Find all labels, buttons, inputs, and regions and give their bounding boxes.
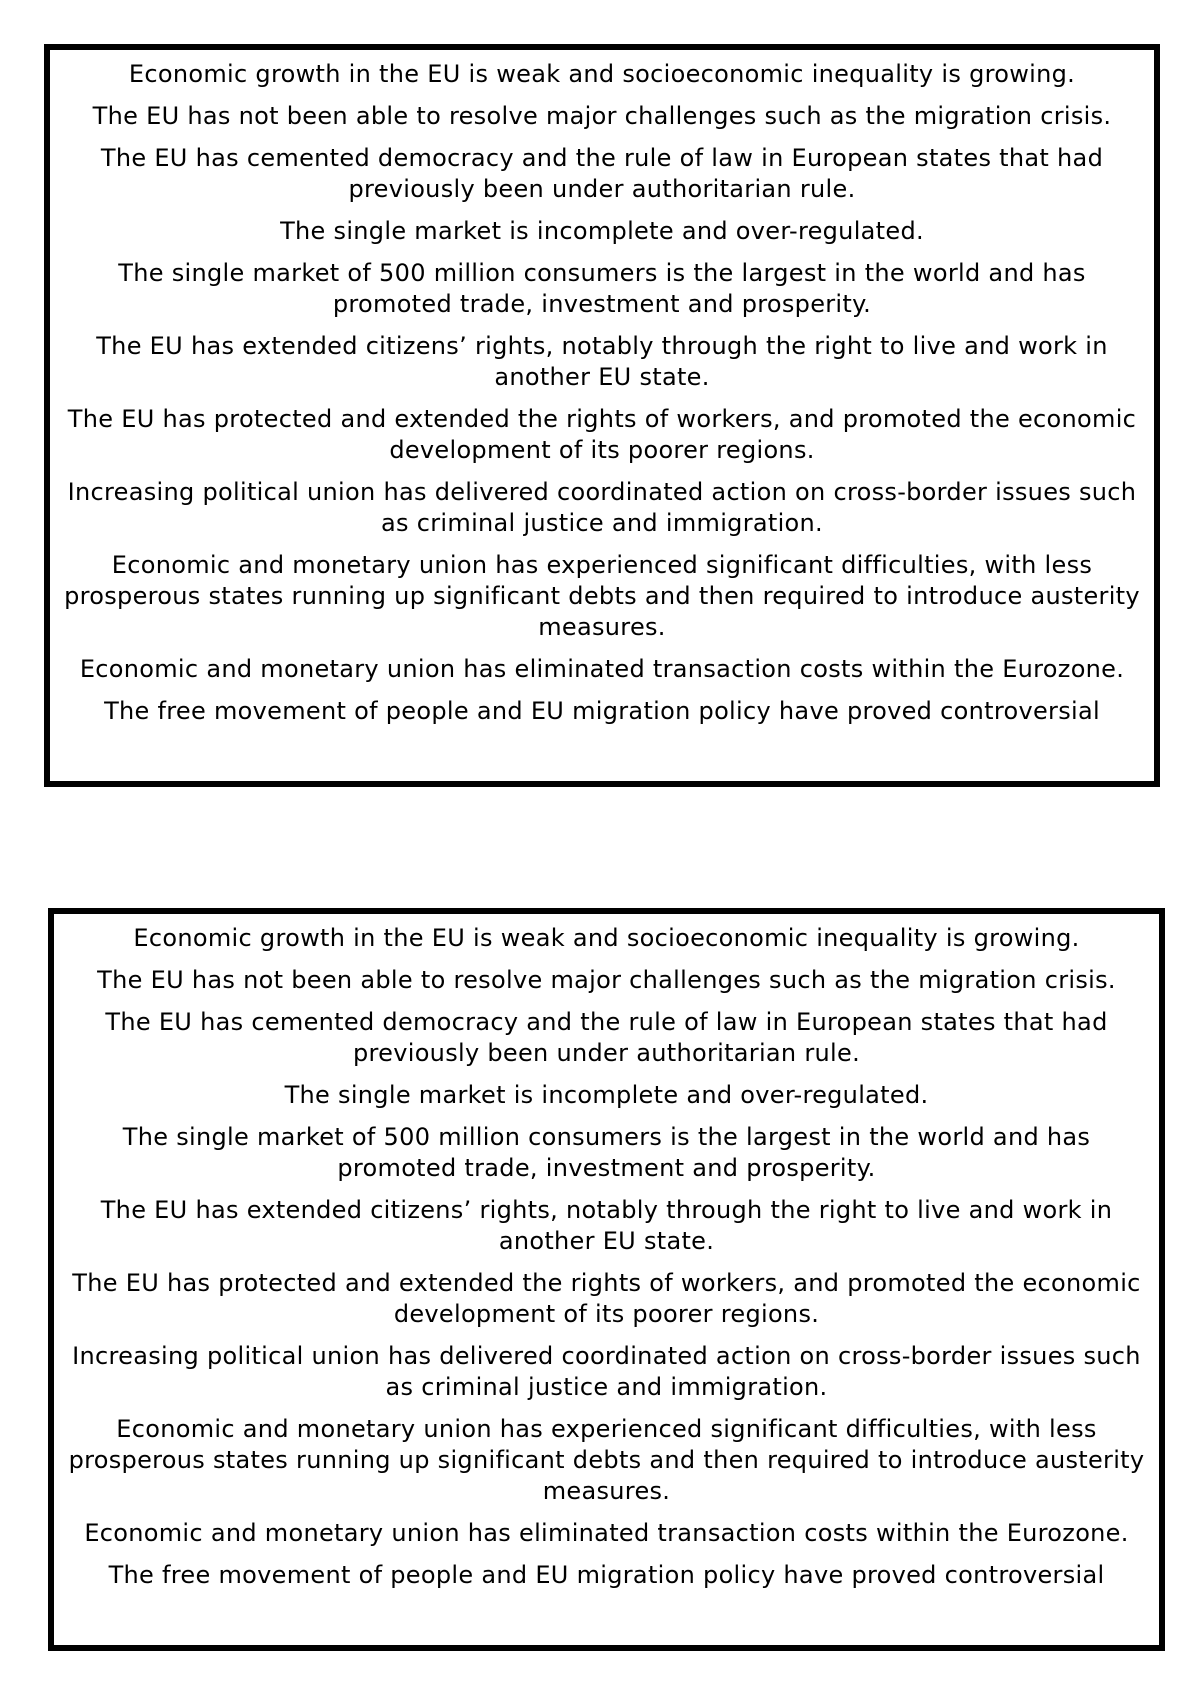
statement-text: Increasing political union has delivered coordinated action on cross-border issues such as criminal justice and immigration. [72, 1342, 1141, 1401]
statement-text: The free movement of people and EU migration policy have proved controversial [108, 1561, 1105, 1589]
statement-text: The EU has not been able to resolve major challenges such as the migration crisis. [92, 102, 1112, 130]
statement-text: The EU has cemented democracy and the rule of law in European states that had previously been under authoritarian rule. [105, 1008, 1108, 1067]
statement-text: The EU has extended citizens’ rights, notably through the right to live and work in another EU state. [100, 1196, 1113, 1255]
statement-text: The EU has extended citizens’ rights, notably through the right to live and work in another EU state. [96, 332, 1108, 391]
statement-text: The free movement of people and EU migration policy have proved controversial [104, 697, 1100, 725]
statement-text: Economic and monetary union has experienced significant difficulties, with less prosperous states running up significant debts and then required to introduce austerity measures. [68, 1415, 1145, 1505]
statement-text: The EU has not been able to resolve major challenges such as the migration crisis. [97, 966, 1116, 994]
statement-box-top [44, 44, 1160, 787]
statement-text: Economic and monetary union has eliminated transaction costs within the Eurozone. [79, 655, 1125, 683]
statement-text: Economic and monetary union has eliminated transaction costs within the Eurozone. [84, 1519, 1129, 1547]
statement-text: The EU has cemented democracy and the rule of law in European states that had previously been under authoritarian rule. [100, 144, 1104, 203]
statement-text: The single market is incomplete and over-regulated. [280, 217, 924, 245]
statement-text: Economic growth in the EU is weak and socioeconomic inequality is growing. [133, 924, 1080, 952]
statement-text: Increasing political union has delivered coordinated action on cross-border issues such as criminal justice and immigration. [67, 478, 1137, 537]
statement-text: Economic growth in the EU is weak and socioeconomic inequality is growing. [128, 60, 1076, 88]
statement-text: Economic and monetary union has experienced significant difficulties, with less prosperous states running up significant debts and then required to introduce austerity measures. [64, 551, 1140, 641]
statement-text: The EU has protected and extended the rights of workers, and promoted the economic development of its poorer regions. [72, 1269, 1141, 1328]
statement-box-bottom [48, 908, 1165, 1651]
statement-text: The single market of 500 million consumers is the largest in the world and has promoted trade, investment and prosperity. [118, 259, 1086, 318]
statement-text: The single market of 500 million consumers is the largest in the world and has promoted trade, investment and prosperity. [122, 1123, 1091, 1182]
statement-text: The single market is incomplete and over-regulated. [284, 1081, 929, 1109]
statement-text: The EU has protected and extended the rights of workers, and promoted the economic development of its poorer regions. [67, 405, 1137, 464]
